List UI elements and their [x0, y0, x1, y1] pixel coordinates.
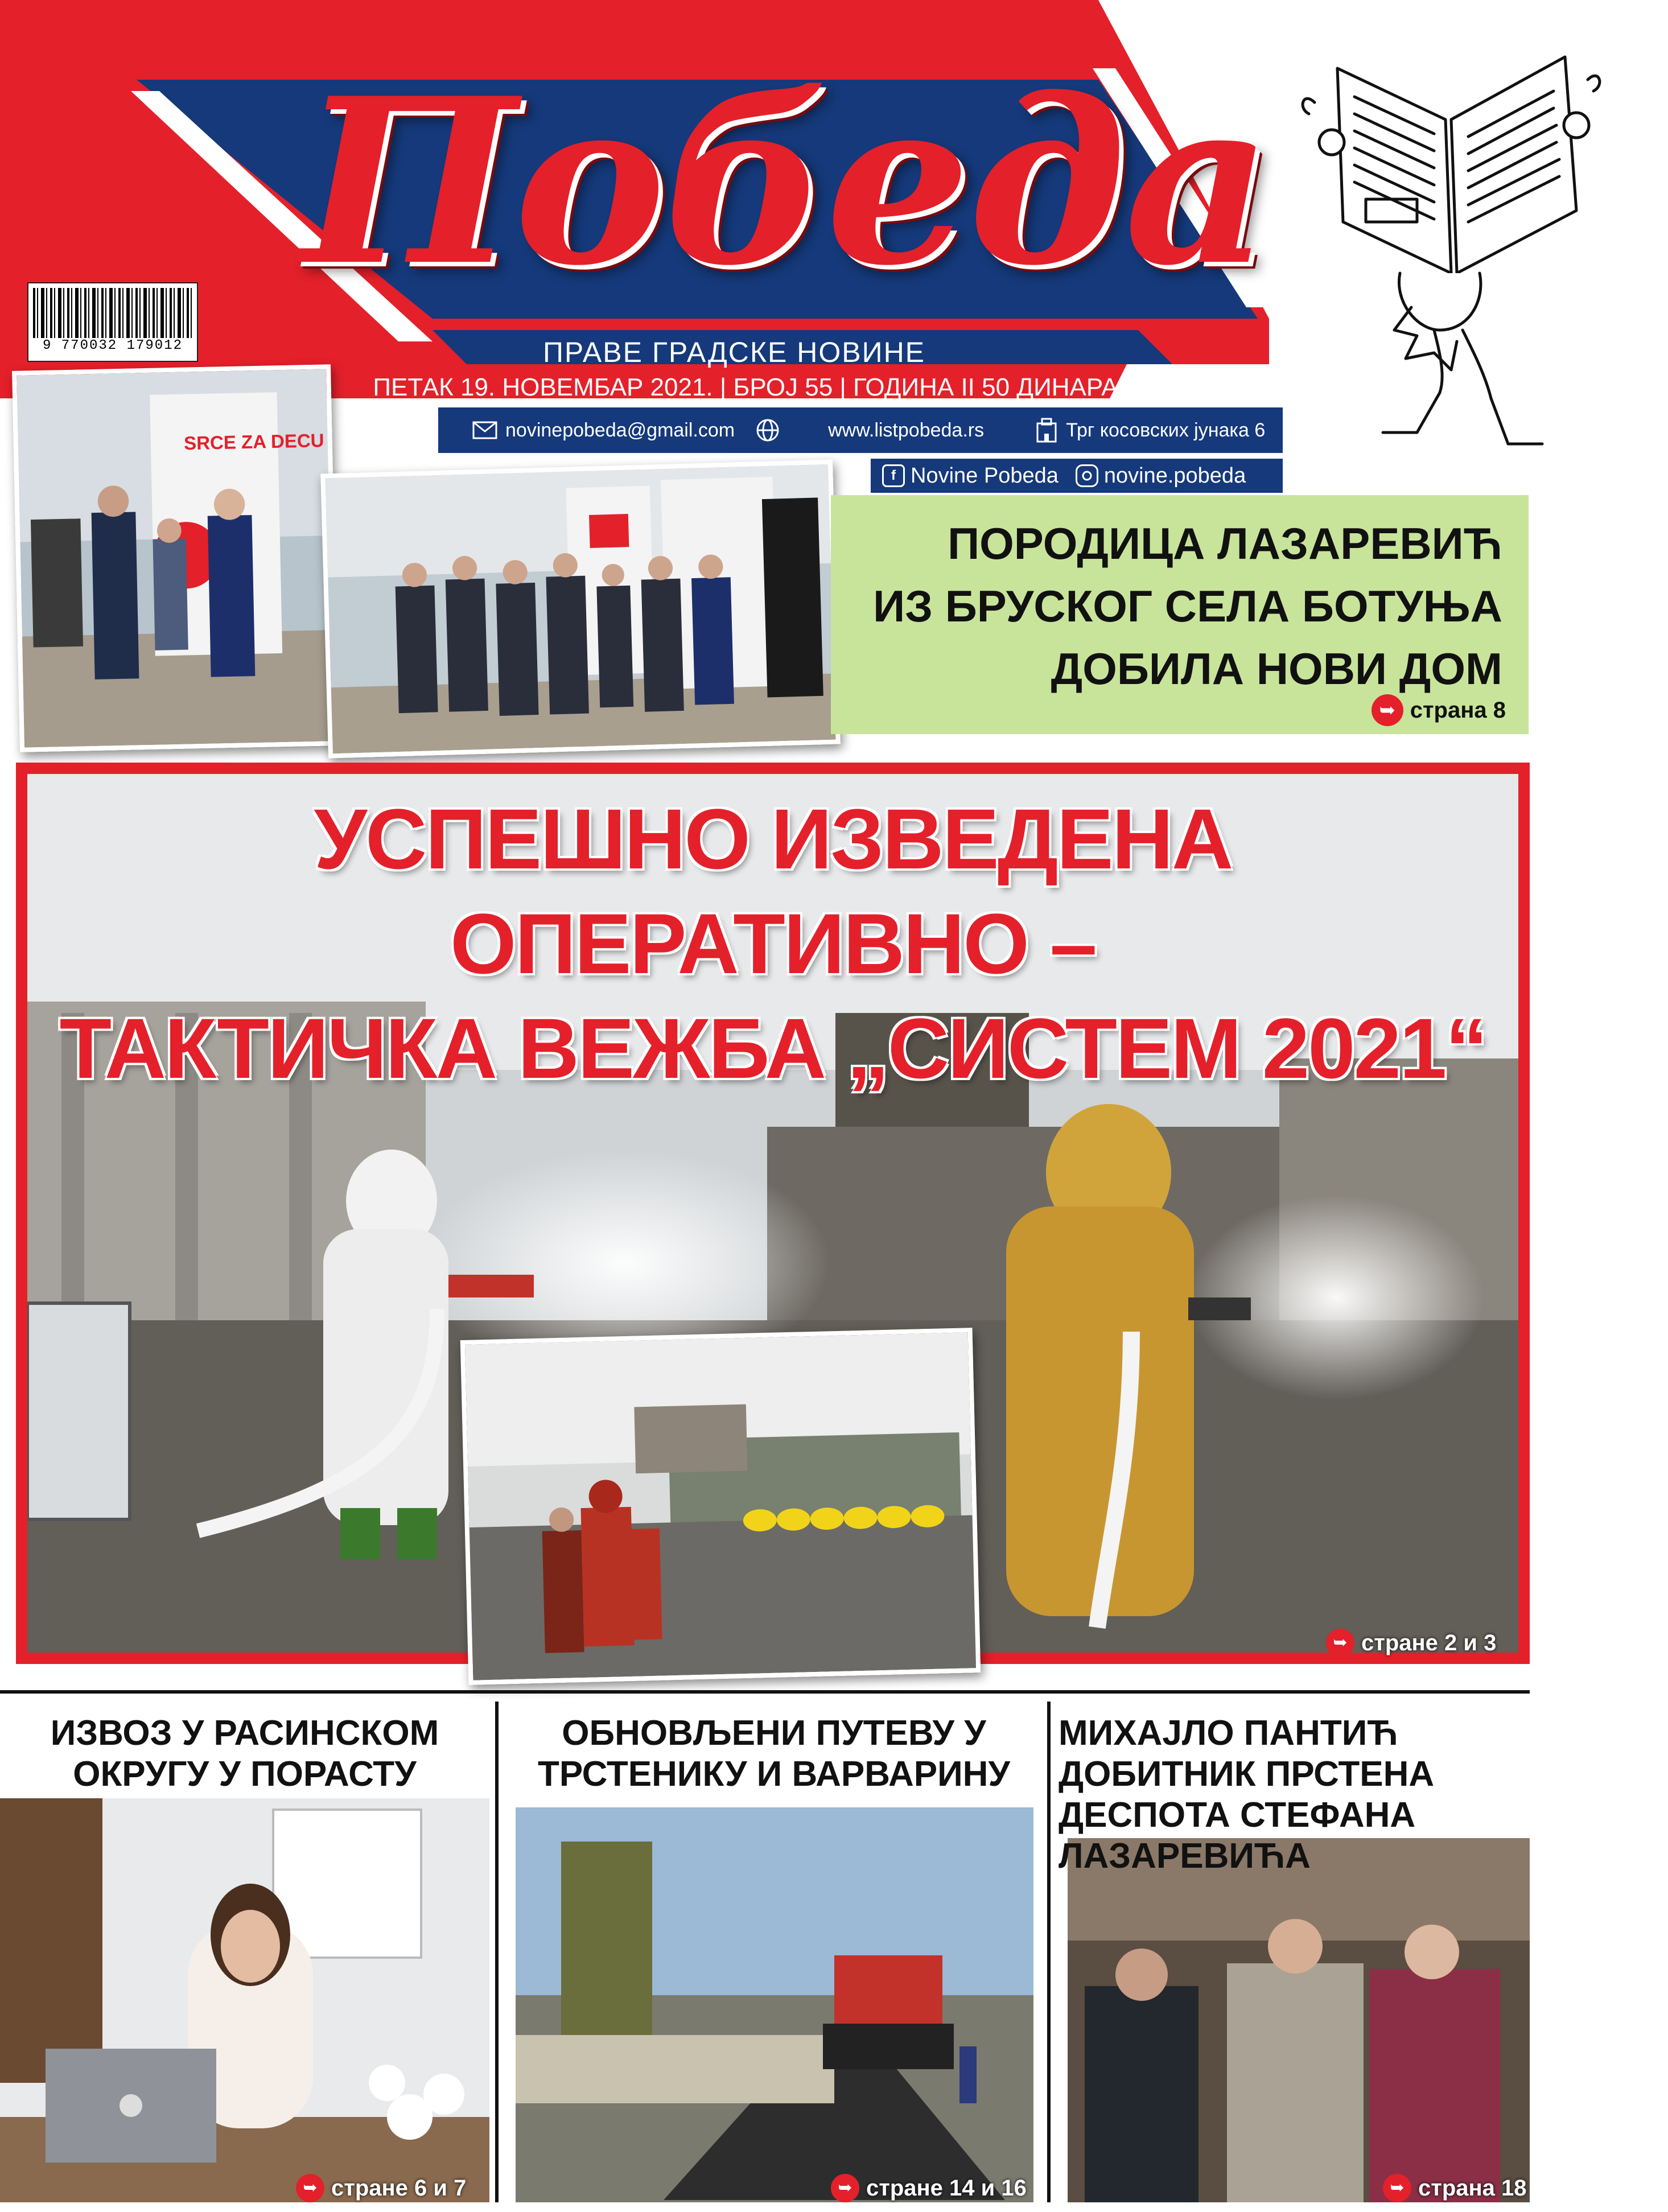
bottom-story-2-page-ref-text: стране 14 и 16 — [866, 2175, 1027, 2201]
page-arrow-icon: ➥ — [831, 2174, 859, 2202]
top-story-page-ref[interactable] — [1372, 694, 1506, 726]
photo-family-group — [320, 460, 841, 759]
main-story-page-ref[interactable] — [1326, 1629, 1496, 1657]
banner-text: SRCE ZA DECU — [183, 430, 324, 455]
dateline: ПЕТАК 19. НОВЕМБАР 2021. | БРОЈ 55 | ГОДИНА II 50 ДИНАРА — [373, 373, 1118, 401]
bottom-story-3-page-ref[interactable] — [1383, 2174, 1527, 2202]
facebook-icon[interactable]: f — [882, 464, 905, 487]
tagline: ПРАВЕ ГРАДСКЕ НОВИНЕ — [542, 336, 926, 368]
social-bar — [871, 459, 1283, 493]
website-text: www.listpobeda.rs — [828, 419, 985, 441]
facebook-text: Novine Pobeda — [911, 463, 1059, 488]
top-story-headline[interactable] — [831, 512, 1502, 700]
top-story-box — [831, 495, 1529, 734]
bottom-story-2-headline[interactable] — [506, 1713, 1041, 1795]
bottom-story-3-line-2: ДОБИТНИК ПРСТЕНА — [1059, 1754, 1435, 1794]
bottom-story-3-line-3: ДЕСПОТА СТЕФАНА — [1059, 1795, 1416, 1835]
email-item[interactable] — [472, 419, 735, 442]
main-headline-line-2: ТАКТИЧКА ВЕЖБА „СИСТЕМ 2021“ — [59, 1000, 1486, 1096]
website-item[interactable] — [828, 419, 984, 442]
photo-export-office — [0, 1798, 489, 2202]
contact-bar — [438, 407, 1283, 453]
page-arrow-icon: ➥ — [1326, 1629, 1354, 1657]
mail-icon — [472, 421, 497, 439]
bottom-story-1-line-1: ИЗВОЗ У РАСИНСКОМ — [50, 1713, 439, 1753]
bottom-story-1-page-ref[interactable] — [296, 2174, 466, 2202]
email-text: novinepobeda@gmail.com — [505, 419, 735, 441]
page-arrow-icon: ➥ — [1383, 2174, 1411, 2202]
main-story-page-ref-text: стране 2 и 3 — [1361, 1630, 1497, 1655]
page-arrow-icon: ➥ — [1372, 694, 1403, 726]
main-story-headline[interactable] — [27, 786, 1518, 1101]
photo-rescue-exercise — [460, 1328, 981, 1685]
newspaper-reader-cartoon — [1269, 34, 1633, 455]
page-arrow-icon: ➥ — [296, 2174, 324, 2202]
bottom-story-2-page-ref[interactable] — [831, 2174, 1027, 2202]
top-story-line-2: ИЗ БРУСКОГ СЕЛА БОТУЊА — [873, 581, 1502, 631]
bottom-story-3-line-1: МИХАЈЛО ПАНТИЋ — [1059, 1713, 1398, 1753]
building-icon — [1035, 418, 1058, 443]
address-text: Трг косовских јунака 6 — [1066, 419, 1266, 441]
column-divider-2 — [1047, 1702, 1051, 2202]
top-story-line-1: ПОРОДИЦА ЛАЗАРЕВИЋ — [948, 518, 1502, 569]
top-story-line-3: ДОБИЛА НОВИ ДОМ — [1051, 644, 1502, 694]
bottom-story-3-line-4: ЛАЗАРЕВИЋА — [1059, 1836, 1311, 1876]
barcode — [27, 282, 198, 362]
bottom-story-3-page-ref-text: страна 18 — [1418, 2175, 1527, 2201]
barcode-digits: 9 770032 179012 — [42, 338, 183, 353]
main-headline-line-1: УСПЕШНО ИЗВЕДЕНА ОПЕРАТИВНО – — [314, 791, 1232, 991]
bottom-story-3-headline[interactable] — [1059, 1713, 1525, 1877]
bottom-story-1-line-2: ОКРУГУ У ПОРАСТУ — [73, 1754, 417, 1794]
photo-road-paving — [516, 1807, 1033, 2202]
address-item — [1035, 418, 1265, 443]
newspaper-logo: Побeда — [301, 48, 1270, 316]
bottom-story-2-line-1: ОБНОВЉЕНИ ПУТЕВУ У — [562, 1713, 986, 1753]
top-story-page-ref-text: страна 8 — [1410, 697, 1506, 723]
globe-item — [755, 418, 788, 443]
bottom-rule — [0, 1690, 1530, 1694]
barcode-bars — [33, 288, 192, 338]
column-divider-1 — [495, 1702, 499, 2202]
instagram-icon[interactable] — [1076, 464, 1098, 487]
bottom-story-2-line-2: ТРСТЕНИКУ И ВАРВАРИНУ — [538, 1754, 1010, 1794]
bottom-story-1-headline[interactable] — [0, 1713, 489, 1795]
photo-award-ceremony — [1068, 1838, 1530, 2202]
photo-family-ceremony — [12, 364, 339, 752]
instagram-text: novine.pobeda — [1103, 463, 1246, 488]
globe-icon — [755, 418, 780, 443]
bottom-story-1-page-ref-text: стране 6 и 7 — [331, 2175, 467, 2201]
